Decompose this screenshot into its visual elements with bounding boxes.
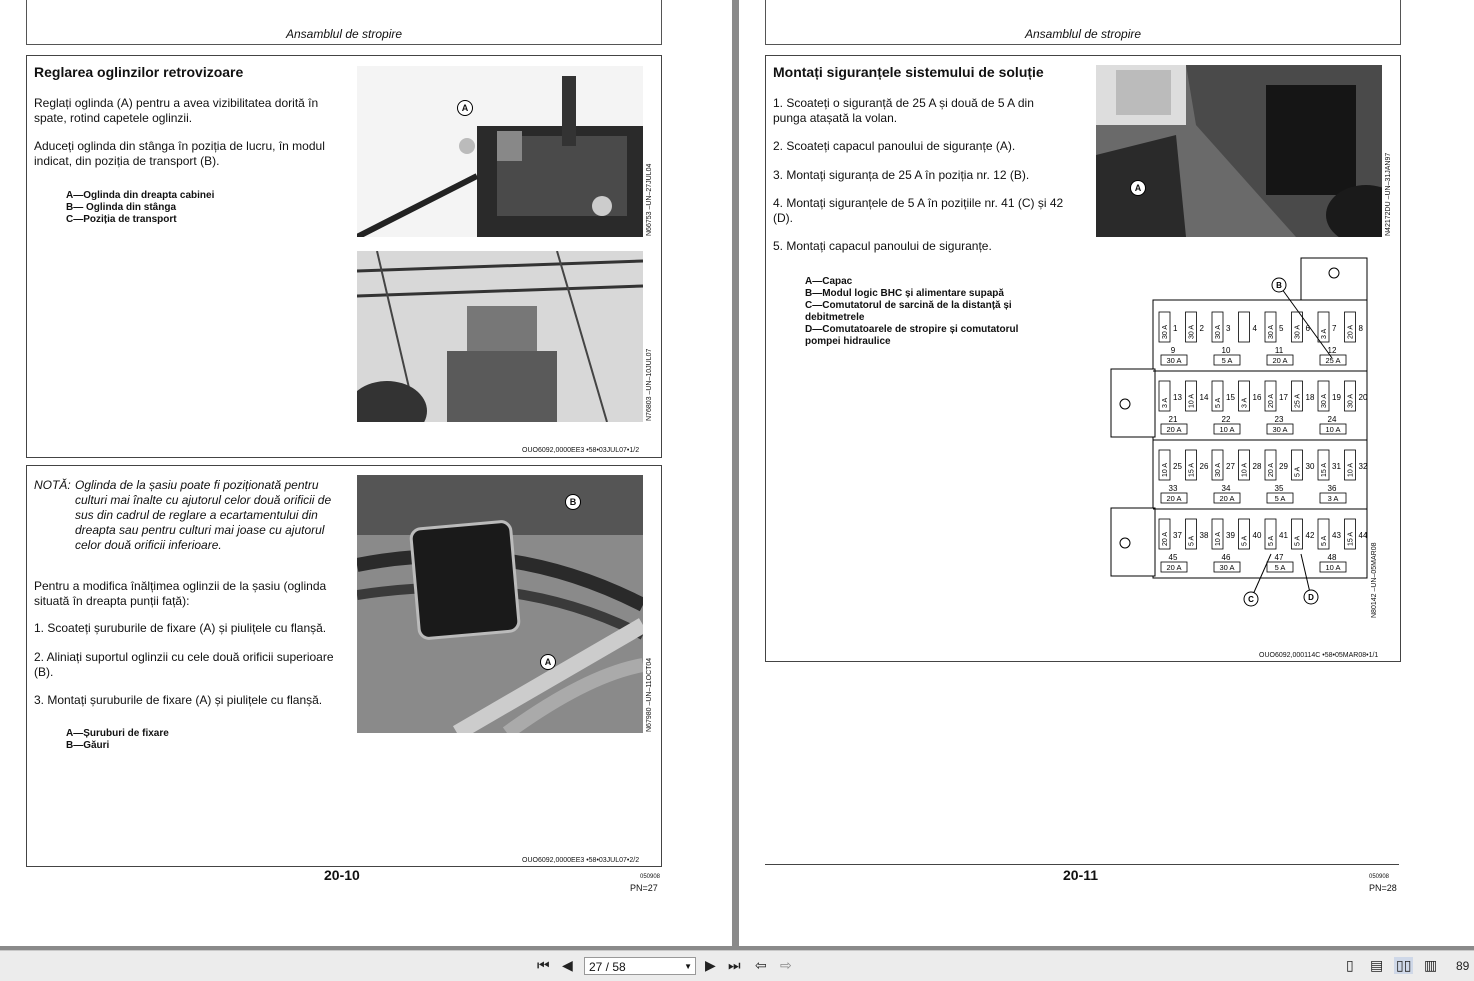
fuse-rating: 5 A — [1268, 535, 1275, 546]
continuous-view-icon[interactable]: ▤ — [1370, 957, 1384, 973]
fuse-number: 36 — [1327, 484, 1337, 493]
fuse-rating: 30 A — [1294, 324, 1302, 339]
cab-photo — [1096, 65, 1382, 237]
fuse-rating: 30 A — [1215, 324, 1222, 339]
left-header: Ansamblul de stropire — [285, 27, 403, 41]
fuse-rating: 5 A — [1294, 466, 1302, 477]
fuse-rating: 5 A — [1274, 494, 1286, 503]
fuse-rating: 15 A — [1188, 462, 1196, 477]
image-code: N80142 –UN–05MAR08 — [1371, 542, 1378, 618]
fuse-rating: 20 A — [1166, 494, 1182, 503]
fuse-number: 30 — [1305, 462, 1315, 471]
fuse-rating: 30 A — [1272, 425, 1288, 434]
fuse-number: 33 — [1168, 484, 1178, 493]
fuse-rating: 10 A — [1241, 462, 1249, 477]
right-page — [739, 0, 1474, 946]
fuse-rating: 25 A — [1294, 393, 1302, 408]
fuse-rating: 30 A — [1162, 324, 1169, 339]
fuse-rating: 30 A — [1321, 393, 1328, 408]
legend — [66, 190, 214, 226]
fuse-rating: 30 A — [1347, 393, 1355, 408]
legend-item: B— Oglinda din stânga — [66, 202, 177, 213]
fuse-rating: 10 A — [1215, 531, 1222, 546]
fuse-number: 47 — [1274, 553, 1284, 562]
fuse-number: 10 — [1221, 346, 1231, 355]
fuse-number: 14 — [1199, 393, 1209, 402]
legend — [66, 728, 169, 752]
mirror-photo — [357, 66, 643, 237]
fuse-rating: 10 A — [1325, 425, 1341, 434]
callout-letter: D — [1308, 593, 1314, 602]
panel-side-tab — [1111, 369, 1155, 437]
panel-top-tab — [1301, 258, 1367, 300]
fuse-number: 45 — [1168, 553, 1178, 562]
paragraph: Pentru a modifica înălțimea oglinzii de la șasiu (oglinda situată în dreapta punții față): — [34, 579, 327, 608]
legend-item: D—Comutatoarele de stropire și comutatorul pompei hidraulice — [805, 324, 1019, 347]
fuse-number: 13 — [1173, 393, 1182, 402]
fuse-rating: 20 A — [1166, 425, 1182, 434]
section-title: Montați siguranțele sistemului de soluție — [773, 64, 1044, 80]
legend-item: A—Oglinda din dreapta cabinei — [66, 190, 215, 201]
viewer-toolbar — [0, 950, 1474, 981]
legend-item: C—Comutatorul de sarcină de la distanță și debitmetrele — [805, 300, 1012, 323]
fuse-number: 21 — [1168, 415, 1178, 424]
section-title: Reglarea oglinzilor retrovizoare — [34, 64, 244, 80]
fuse-number: 4 — [1252, 324, 1257, 333]
fuse-rating: 5 A — [1221, 356, 1233, 365]
callout-b: B — [565, 494, 581, 510]
fuse-slot — [1239, 312, 1250, 342]
fuse-rating: 3 A — [1327, 494, 1339, 503]
fuse-rating: 3 A — [1321, 328, 1328, 339]
fuse-number: 28 — [1252, 462, 1262, 471]
fuse-number: 23 — [1274, 415, 1284, 424]
go-forward-icon[interactable]: ⇨ — [780, 957, 792, 973]
fuse-number: 48 — [1327, 553, 1337, 562]
previous-page-icon[interactable]: ◀ — [562, 957, 573, 973]
fuse-number: 42 — [1305, 531, 1315, 540]
fuse-number: 3 — [1226, 324, 1231, 333]
step: 3. Montați șuruburile de fixare (A) și piulițele cu flanșă. — [34, 693, 323, 707]
reference-code: OUO6092,0000EE3 •58•03JUL07•1/2 — [522, 447, 640, 454]
image-code: N66753 –UN–27JUL04 — [646, 163, 653, 236]
image-code: N42172DU –UN–31JAN97 — [1385, 152, 1392, 236]
fuse-rating: 5 A — [1188, 535, 1196, 546]
fuse-rating: 30 A — [1188, 324, 1196, 339]
fuse-number: 20 — [1358, 393, 1368, 402]
two-page-continuous-icon[interactable]: ▥ — [1424, 957, 1438, 973]
zoom-level[interactable]: 89 — [1456, 959, 1470, 973]
chevron-down-icon[interactable]: ▼ — [684, 962, 692, 971]
fuse-rating: 3 A — [1241, 397, 1249, 408]
callout-letter: B — [1276, 281, 1282, 290]
fuse-rating: 3 A — [1162, 397, 1169, 408]
fuse-rating: 30 A — [1215, 462, 1222, 477]
callout-a: A — [540, 654, 556, 670]
fuse-rating: 15 A — [1347, 531, 1355, 546]
legend-item: B—Găuri — [66, 740, 110, 751]
fuse-number: 16 — [1252, 393, 1262, 402]
fuse-rating: 10 A — [1188, 393, 1196, 408]
fuse-number: 34 — [1221, 484, 1231, 493]
step: 1. Scoateți șuruburile de fixare (A) și piulițele cu flanșă. — [34, 621, 327, 635]
fuse-number: 7 — [1332, 324, 1337, 333]
fuse-number: 29 — [1279, 462, 1288, 471]
fuse-number: 24 — [1327, 415, 1337, 424]
pn-label: PN=27 — [630, 883, 658, 893]
fuse-number: 37 — [1173, 531, 1182, 540]
right-header: Ansamblul de stropire — [1024, 27, 1142, 41]
fuse-number: 17 — [1279, 393, 1288, 402]
footer-rule — [765, 864, 1399, 865]
chassis-mirror-photo — [357, 475, 643, 733]
fuse-rating: 20 A — [1219, 494, 1235, 503]
fuse-rating: 30 A — [1268, 324, 1275, 339]
reference-code: OUO6092,0000EE3 •58•03JUL07•2/2 — [522, 857, 640, 864]
fuse-number: 35 — [1274, 484, 1284, 493]
fuse-rating: 5 A — [1274, 563, 1286, 572]
callout-a: A — [457, 100, 473, 116]
paragraph: Aduceți oglinda din stânga în poziția de lucru, în modul indicat, din poziția de transport (B). — [34, 139, 325, 168]
go-back-icon[interactable]: ⇦ — [755, 957, 767, 973]
fuse-rating: 30 A — [1219, 563, 1235, 572]
page-number: 20-11 — [1063, 867, 1099, 883]
fuse-number: 19 — [1332, 393, 1341, 402]
step: 2. Scoateți capacul panoului de siguranțe (A). — [773, 139, 1016, 153]
fuse-rating: 20 A — [1268, 462, 1275, 477]
fuse-rating: 20 A — [1162, 531, 1169, 546]
fuse-number: 38 — [1199, 531, 1209, 540]
fuse-rating: 20 A — [1268, 393, 1275, 408]
step: 3. Montați siguranța de 25 A în poziția nr. 12 (B). — [773, 168, 1030, 182]
fuse-number: 44 — [1358, 531, 1368, 540]
step: 2. Aliniați suportul oglinzii cu cele două orificii superioare (B). — [34, 650, 334, 679]
reference-code: OUO6092,000114C •58•05MAR08•1/1 — [1259, 652, 1379, 659]
step: 5. Montați capacul panoului de siguranțe. — [773, 239, 992, 253]
fuse-number: 18 — [1305, 393, 1315, 402]
fuse-number: 2 — [1199, 324, 1204, 333]
fuse-number: 25 — [1173, 462, 1182, 471]
legend-item: A—Șuruburi de fixare — [66, 728, 169, 739]
legend — [805, 276, 1055, 348]
fuse-number: 31 — [1332, 462, 1341, 471]
fuse-number: 1 — [1173, 324, 1178, 333]
left-page — [0, 0, 732, 946]
paragraph: Reglați oglinda (A) pentru a avea vizibilitatea dorită în spate, rotind capetele oglinzii. — [34, 96, 319, 125]
step: 1. Scoateți o siguranță de 25 A și două de 5 A din punga atașată la volan. — [773, 96, 1034, 125]
note-text: Oglinda de la șasiu poate fi poziționată pentru culturi mai înalte cu ajutorul celor două orificii de sus din cadrul de reglare a ecartamentului din dreapta sau pentru culturi mai joase cu ajutorul celor două orificii inferioare. — [75, 478, 332, 552]
fuse-rating: 5 A — [1321, 535, 1328, 546]
fuse-rating: 10 A — [1162, 462, 1169, 477]
fuse-rating: 5 A — [1294, 535, 1302, 546]
callout-a: A — [1130, 180, 1146, 196]
callout-letter: C — [1248, 595, 1254, 604]
page-number-value: 27 / 58 — [589, 960, 626, 974]
image-code: N67980 –UN–11OCT04 — [646, 657, 653, 732]
page-number-field[interactable] — [584, 957, 696, 975]
fuse-rating: 15 A — [1321, 462, 1328, 477]
fuse-number: 11 — [1274, 346, 1284, 355]
page-date: 050908 — [640, 874, 661, 880]
single-page-view-icon[interactable]: ▯ — [1346, 957, 1354, 973]
fuse-number: 8 — [1358, 324, 1363, 333]
two-page-view-icon[interactable]: ▯▯ — [1396, 957, 1412, 973]
fuse-rating: 30 A — [1166, 356, 1182, 365]
note-label: NOTĂ: — [34, 478, 71, 492]
fuse-rating: 20 A — [1166, 563, 1182, 572]
fuse-number: 27 — [1226, 462, 1235, 471]
fuse-rating: 10 A — [1219, 425, 1235, 434]
fuse-number: 40 — [1252, 531, 1262, 540]
fuse-number: 5 — [1279, 324, 1284, 333]
page-number: 20-10 — [324, 867, 360, 883]
fuse-number: 15 — [1226, 393, 1235, 402]
pn-label: PN=28 — [1369, 883, 1397, 893]
fuse-panel-diagram — [1109, 256, 1379, 612]
legend-item: C—Poziția de transport — [66, 214, 177, 225]
fuse-rating: 20 A — [1347, 324, 1355, 339]
legend-item: B—Modul logic BHC și alimentare supapă — [805, 288, 1004, 299]
image-code: N76803 –UN–10JUL07 — [646, 348, 653, 421]
fuse-rating: 25 A — [1325, 356, 1341, 365]
fuse-number: 41 — [1279, 531, 1288, 540]
fuse-number: 26 — [1199, 462, 1209, 471]
step: 4. Montați siguranțele de 5 A în pozițiile nr. 41 (C) și 42 (D). — [773, 196, 1064, 225]
page-date: 050908 — [1369, 874, 1390, 880]
fuse-number: 43 — [1332, 531, 1341, 540]
fuse-rating: 10 A — [1347, 462, 1355, 477]
fuse-rating: 5 A — [1215, 397, 1222, 408]
panel-side-tab — [1111, 508, 1155, 576]
fuse-number: 12 — [1327, 346, 1337, 355]
boom-photo — [357, 251, 643, 422]
right-header-box — [765, 0, 1401, 45]
last-page-icon[interactable]: ⏭ — [728, 957, 741, 973]
left-header-box — [26, 0, 662, 45]
fuse-rating: 20 A — [1272, 356, 1288, 365]
fuse-number: 46 — [1221, 553, 1231, 562]
fuse-rating: 5 A — [1241, 535, 1249, 546]
fuse-rating: 10 A — [1325, 563, 1341, 572]
fuse-number: 22 — [1221, 415, 1231, 424]
fuse-number: 9 — [1170, 346, 1176, 355]
first-page-icon[interactable]: ⏮ — [537, 957, 550, 973]
fuse-number: 39 — [1226, 531, 1235, 540]
fuse-number: 32 — [1358, 462, 1368, 471]
next-page-icon[interactable]: ▶ — [705, 957, 716, 973]
legend-item: A—Capac — [805, 276, 853, 287]
fuse-number: 6 — [1305, 324, 1310, 333]
